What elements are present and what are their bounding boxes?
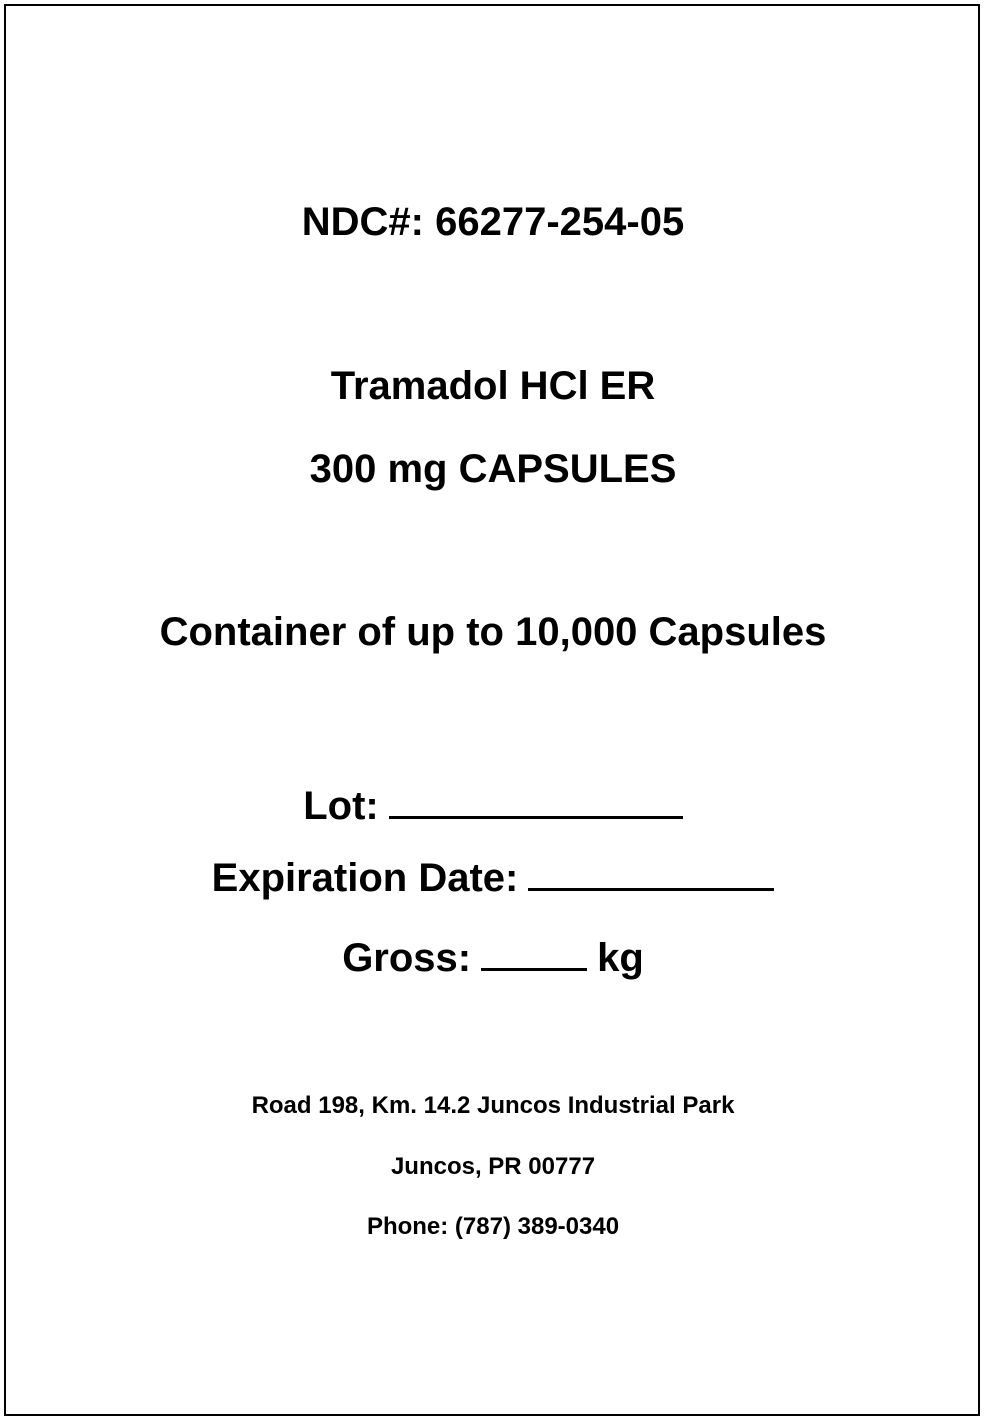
lot-row bbox=[0, 780, 986, 826]
lot-label: Lot: bbox=[303, 784, 379, 828]
ndc-number: NDC#: 66277-254-05 bbox=[301, 200, 685, 244]
address-line-2: Juncos, PR 00777 bbox=[390, 1153, 596, 1180]
gross-label: Gross: bbox=[342, 936, 472, 980]
expiration-blank-line bbox=[528, 852, 774, 891]
container-description: Container of up to 10,000 Capsules bbox=[159, 610, 827, 654]
gross-unit: kg bbox=[597, 936, 644, 980]
product-strength: 300 mg CAPSULES bbox=[309, 447, 677, 491]
product-name: Tramadol HCl ER bbox=[330, 364, 656, 408]
address-line-1: Road 198, Km. 14.2 Juncos Industrial Park bbox=[251, 1092, 735, 1119]
gross-row bbox=[0, 932, 986, 978]
gross-blank-line bbox=[481, 932, 587, 971]
expiration-row bbox=[0, 852, 986, 898]
lot-blank-line bbox=[389, 780, 683, 819]
phone-number: Phone: (787) 389-0340 bbox=[366, 1213, 620, 1240]
expiration-label: Expiration Date: bbox=[211, 856, 519, 900]
